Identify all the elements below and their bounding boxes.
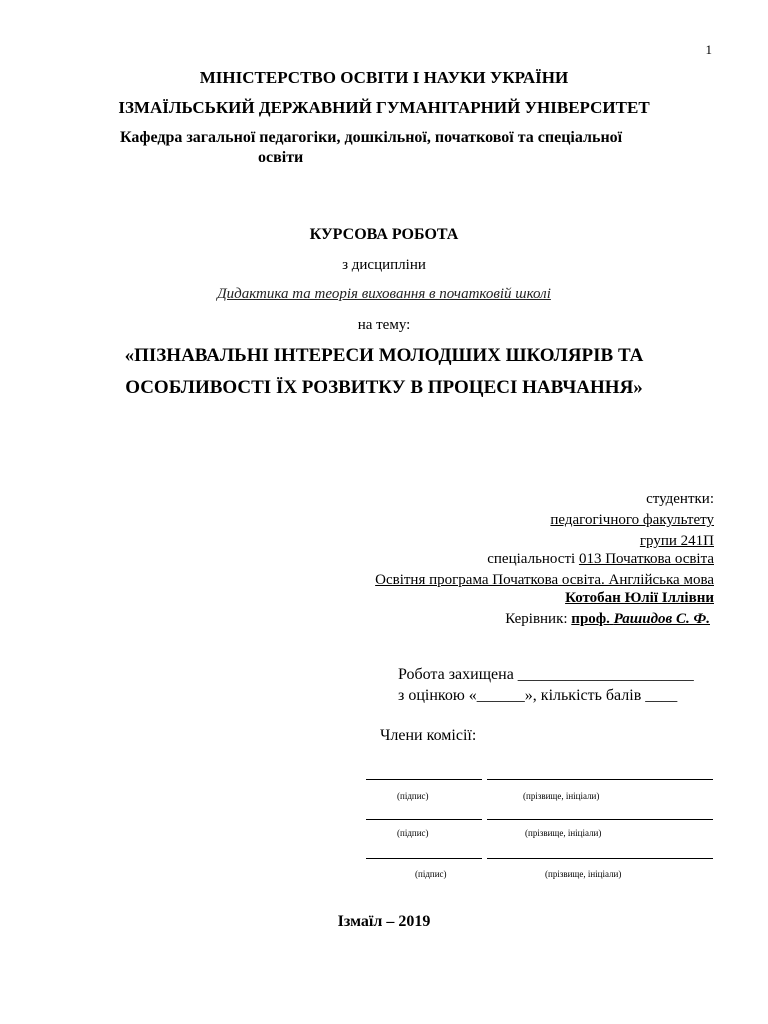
supervisor-row <box>505 609 710 630</box>
supervisor-prefix: проф. <box>571 611 610 627</box>
signature-line <box>366 858 482 859</box>
work-type: КУРСОВА РОБОТА <box>309 226 459 243</box>
theme-label: на тему: <box>357 317 411 333</box>
faculty: педагогічного факультету <box>550 512 714 528</box>
committee-label: Члени комісії: <box>380 727 477 744</box>
signature-line <box>366 819 482 820</box>
supervisor-name: Рашидов С. Ф. <box>613 611 710 627</box>
student-label: студентки: <box>646 491 714 507</box>
signature-line <box>366 779 482 780</box>
group: групи 241П <box>639 533 714 549</box>
work-protected-line: Робота захищена ______________________ <box>398 666 694 683</box>
department-line-1: Кафедра загальної педагогіки, дошкільної, початкової та спеціальної <box>120 129 623 146</box>
work-title-line-1: «ПІЗНАВАЛЬНІ ІНТЕРЕСИ МОЛОДШИХ ШКОЛЯРІВ ТА <box>124 345 644 366</box>
ministry-heading: МІНІСТЕРСТВО ОСВІТИ І НАУКИ УКРАЇНИ <box>199 68 569 87</box>
name-caption: (прізвище, ініціали) <box>545 869 622 879</box>
department-line-2: освіти <box>258 149 304 166</box>
department-heading <box>120 128 660 168</box>
specialty-label: спеціальності <box>487 551 579 567</box>
signature-caption: (підпис) <box>415 869 447 879</box>
name-line <box>487 858 713 859</box>
name-line <box>487 819 713 820</box>
page-number: 1 <box>705 42 712 57</box>
specialty-row <box>487 549 714 570</box>
signature-caption: (підпис) <box>397 791 429 801</box>
supervisor-label: Керівник: <box>505 611 572 627</box>
discipline-name: Дидактика та теорія виховання в початковій школі <box>217 286 551 302</box>
city-year: Ізмаїл – 2019 <box>337 913 431 930</box>
specialty-value: 013 Початкова освіта <box>578 551 714 567</box>
name-line <box>487 779 713 780</box>
work-title-line-2: ОСОБЛИВОСТІ ЇХ РОЗВИТКУ В ПРОЦЕСІ НАВЧАННЯ» <box>125 377 643 398</box>
university-heading: ІЗМАЇЛЬСЬКИЙ ДЕРЖАВНИЙ ГУМАНІТАРНИЙ УНІВЕРСИТЕТ <box>118 98 650 117</box>
discipline-label: з дисципліни <box>342 257 426 273</box>
student-name: Котобан Юлії Іллівни <box>565 590 714 606</box>
program: Освітня програма Початкова освіта. Англійська мова <box>375 572 714 588</box>
grade-line: з оцінкою «______», кількість балів ____ <box>398 687 678 704</box>
name-caption: (прізвище, ініціали) <box>523 791 600 801</box>
name-caption: (прізвище, ініціали) <box>525 828 602 838</box>
signature-caption: (підпис) <box>397 828 429 838</box>
